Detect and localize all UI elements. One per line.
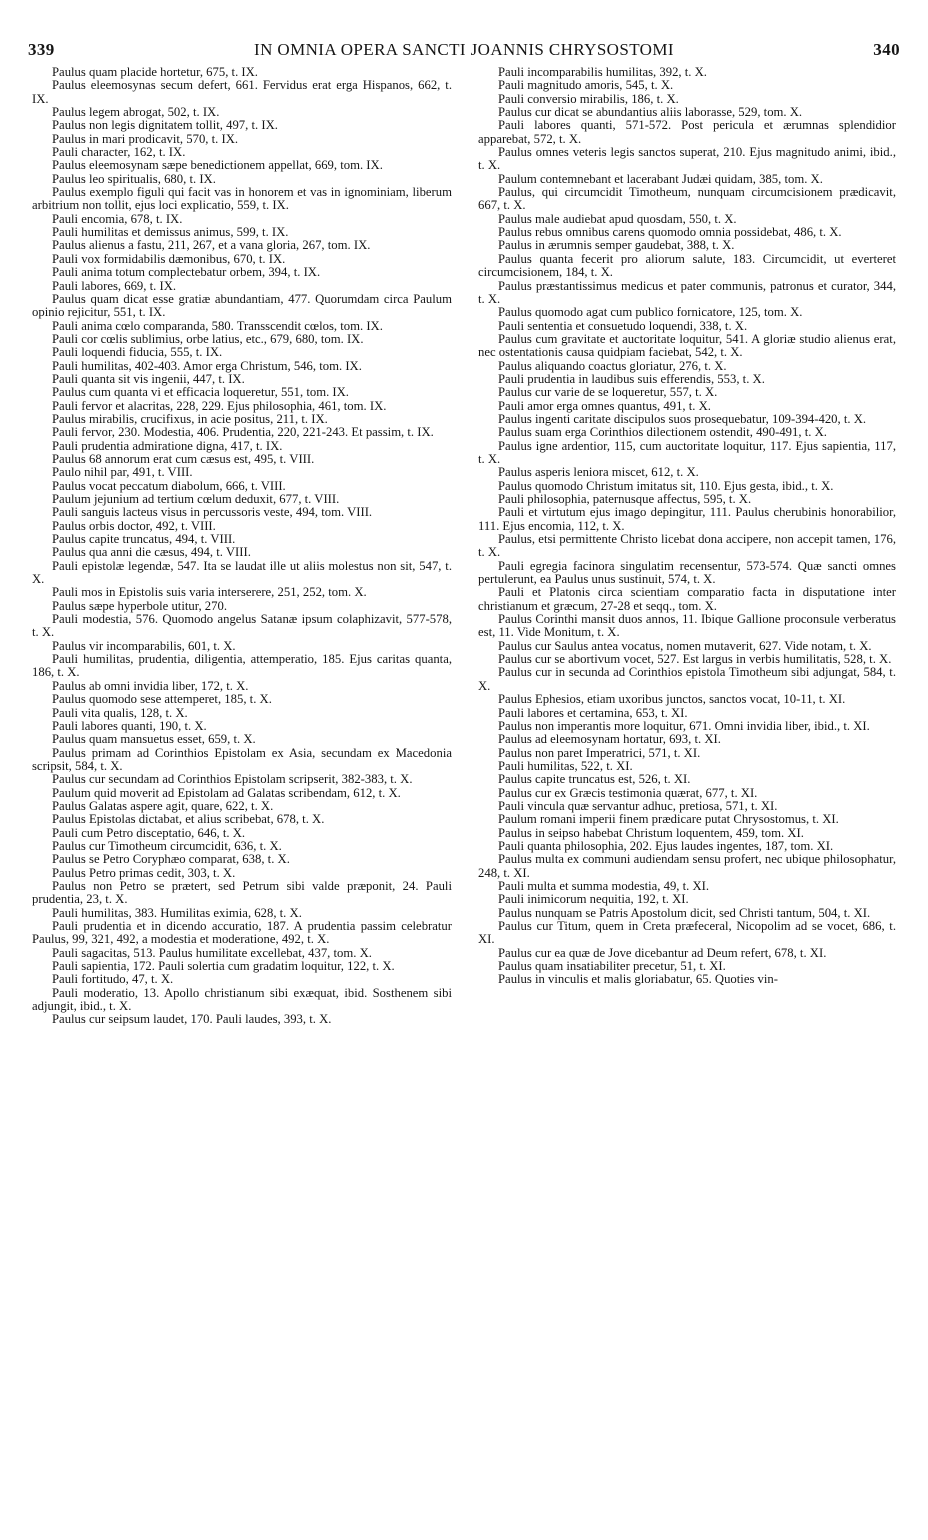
index-entry: Pauli cor cœlis sublimius, orbe latius, etc., 679, 680, tom. IX. — [52, 331, 364, 346]
index-entry: Pauli prudentia et in dicendo accuratio, 187. A prudentia passim celebratur Paulus, 99, 321, 492, a modestia et moderatione, 492, t. X. — [32, 919, 452, 947]
index-entry: Paulus ad eleemosynam hortatur, 693, t. XI. — [498, 732, 721, 747]
index-entry: Pauli philosophia, paternusque affectus, 595, t. X. — [498, 492, 752, 506]
page-header — [28, 40, 900, 62]
index-entry: Pauli labores, 669, t. IX. — [52, 278, 177, 293]
index-entry: Paulus cur dicat se abundantius aliis laborasse, 529, tom. X. — [498, 105, 803, 120]
index-entry: Paulus non Petro se prætert, sed Petrum sibi valde præponit, 24. Pauli prudentia, 23, t. X. — [32, 878, 452, 907]
index-entry: Pauli anima totum complectebatur orbem, 394, t. IX. — [52, 265, 321, 280]
index-entry: Paulus 68 annorum erat cum cæsus est, 495, t. VIII. — [52, 451, 315, 466]
index-entry: Pauli anima cœlo comparanda, 580. Transscendit cœlos, tom. IX. — [52, 318, 383, 333]
index-entry: Pauli egregia facinora singulatim recensentur, 573-574. Quæ sancti omnes pertulerunt, ea Paulus unus sustinuit, 574, t. X. — [478, 558, 896, 587]
index-entry: Paulus quomodo sese attemperet, 185, t. X. — [52, 692, 272, 707]
index-entry: Pauli multa et summa modestia, 49, t. XI. — [498, 878, 710, 893]
index-entry: Paulus Epistolas dictabat, et alius scribebat, 678, t. X. — [52, 812, 325, 827]
index-entry: Pauli vincula quæ servantur adhuc, pretiosa, 571, t. XI. — [498, 798, 778, 813]
index-entry: Paulus omnes veteris legis sanctos superat, 210. Ejus magnitudo animi, ibid., t. X. — [478, 145, 896, 173]
index-entry: Paulus Ephesios, etiam uxoribus junctos, sanctos vocat, 10-11, t. XI. — [498, 692, 846, 707]
index-entry: Paulus orbis doctor, 492, t. VIII. — [52, 518, 216, 533]
index-entry: Paulus Galatas aspere agit, quare, 622, t. X. — [52, 798, 274, 813]
index-entry: Paulus se Petro Coryphæo comparat, 638, t. X. — [52, 852, 290, 867]
index-entry: Paulum quid moverit ad Epistolam ad Galatas scribendam, 612, t. X. — [52, 785, 401, 800]
index-entry: Paulus alienus a fastu, 211, 267, et a vana gloria, 267, tom. IX. — [52, 238, 371, 253]
index-entry: Paulus nunquam se Patris Apostolum dicit, sed Christi tantum, 504, t. XI. — [498, 905, 871, 920]
index-entry: Paulus cur se abortivum vocet, 527. Est largus in verbis humilitatis, 528, t. X. — [498, 652, 892, 667]
index-entry: Pauli conversio mirabilis, 186, t. X. — [498, 91, 679, 106]
index-entry: Paulus asperis leniora miscet, 612, t. X. — [498, 465, 699, 480]
index-entry: Paulus quam insatiabiliter precetur, 51, t. XI. — [498, 959, 726, 974]
index-entry: Pauli cum Petro disceptatio, 646, t. X. — [52, 825, 246, 840]
index-entry: Paulus cum gravitate et auctoritate loquitur, 541. A gloriæ studio alienus erat, nec ostentationis causa quidpiam faciebat, 542, t. X. — [478, 331, 896, 360]
index-entry: Paulus capite truncatus est, 526, t. XI. — [498, 772, 691, 787]
index-entry: Pauli magnitudo amoris, 545, t. X. — [498, 78, 674, 93]
index-entry: Paulus sæpe hyperbole utitur, 270. — [52, 598, 227, 613]
index-entry: Pauli labores et certamina, 653, t. XI. — [498, 705, 688, 720]
index-entry: Paulus rebus omnibus carens quomodo omnia possidebat, 486, t. X. — [498, 225, 842, 240]
index-entry: Paulus igne ardentior, 115, cum auctoritate loquitur, 117. Ejus sapientia, 117, t. X. — [478, 438, 896, 466]
index-entry: Pauli prudentia admiratione digna, 417, t. IX. — [52, 438, 283, 453]
left-column — [32, 66, 452, 1027]
page-number-left: 339 — [28, 40, 55, 59]
index-entry: Paulus legem abrogat, 502, t. IX. — [52, 105, 220, 120]
index-entry: Pauli humilitas, prudentia, diligentia, attemperatio, 185. Ejus caritas quanta, 186, t. X. — [32, 652, 452, 680]
index-entry: Pauli sententia et consuetudo loquendi, 338, t. X. — [498, 318, 748, 333]
index-entry: Pauli character, 162, t. IX. — [52, 145, 186, 160]
index-entry: Pauli labores quanti, 190, t. X. — [52, 718, 207, 733]
index-entry: Paulus non imperantis more loquitur, 671. Omni invidia liber, ibid., t. XI. — [498, 718, 870, 733]
index-entry: Pauli fortitudo, 47, t. X. — [52, 972, 174, 987]
index-entry: Paulus non paret Imperatrici, 571, t. XI. — [498, 745, 701, 760]
index-entry: Pauli et Platonis circa scientiam comparatio facta in disputatione inter christianum et græcum, 27-28 et seqq., tom. X. — [478, 585, 896, 613]
index-entry: Paulus exemplo figuli qui facit vas in honorem et vas in ignominiam, liberum arbitrium non tollit, ejus loci explicatio, 559, t. IX. — [32, 185, 452, 213]
index-entry: Pauli labores quanti, 571-572. Post pericula et ærumnas splendidior apparebat, 572, t. X. — [478, 118, 896, 146]
index-entry: Pauli et virtutum ejus imago depingitur, 111. Paulus cherubinis honorabilior, 111. Ejus encomia, 112, t. X. — [478, 505, 896, 533]
index-entry: Pauli sagacitas, 513. Paulus humilitate excellebat, 437, tom. X. — [52, 945, 372, 960]
index-entry: Paulus in mari prodicavit, 570, t. IX. — [52, 131, 239, 146]
index-entry: Pauli humilitas, 402-403. Amor erga Christum, 546, tom. IX. — [52, 358, 362, 373]
page-number-right: 340 — [873, 40, 900, 59]
index-entry: Paulus præstantissimus medicus et pater communis, patronus et curator, 344, t. X. — [478, 278, 896, 306]
index-entry: Paulum contemnebant et lacerabant Judæi quidam, 385, tom. X. — [498, 171, 823, 186]
index-entry: Pauli inimicorum nequitia, 192, t. XI. — [498, 892, 689, 907]
index-entry: Paulus leo spiritualis, 680, t. IX. — [52, 171, 216, 186]
index-entry: Pauli epistolæ legendæ, 547. Ita se laudat ille ut aliis molestus non sit, 547, t. X. — [32, 558, 452, 587]
index-entry: Paulus eleemosynas secum defert, 661. Fervidus erat erga Hispanos, 662, t. IX. — [32, 78, 452, 106]
index-entry: Paulus in seipso habebat Christum loquentem, 459, tom. XI. — [498, 825, 804, 840]
right-column — [478, 66, 896, 987]
index-entry: Paulus, qui circumcidit Timotheum, nunquam circumcisionem prædicavit, 667, t. X. — [478, 185, 896, 213]
index-entry: Pauli amor erga omnes quantus, 491, t. X. — [498, 398, 711, 413]
index-entry: Paulus aliquando coactus gloriatur, 276, t. X. — [498, 358, 727, 373]
index-entry: Paulus mirabilis, crucifixus, in acie positus, 211, t. IX. — [52, 411, 328, 426]
index-entry: Paulus eleemosynam sæpe benedictionem appellat, 669, tom. IX. — [52, 158, 383, 173]
index-entry: Paulum romani imperii finem prædicare putat Chrysostomus, t. XI. — [498, 812, 839, 827]
index-entry: Pauli encomia, 678, t. IX. — [52, 211, 183, 226]
index-entry: Paulus quomodo agat cum publico fornicatore, 125, tom. X. — [498, 305, 803, 320]
index-entry: Paulus cur Saulus antea vocatus, nomen mutaverit, 627. Vide notam, t. X. — [498, 638, 872, 653]
index-entry: Pauli quanta sit vis ingenii, 447, t. IX. — [52, 371, 245, 386]
index-entry: Pauli fervor et alacritas, 228, 229. Ejus philosophia, 461, tom. IX. — [52, 398, 387, 413]
index-entry: Paulus cur Timotheum circumcidit, 636, t. X. — [52, 838, 282, 853]
index-entry: Paulus multa ex communi audiendam sensu profert, nec ubique philosophatur, 248, t. XI. — [478, 852, 896, 880]
index-entry: Pauli modestia, 576. Quomodo angelus Satanæ ipsum colaphizavit, 577-578, t. X. — [32, 612, 452, 640]
index-entry: Pauli humilitas, 383. Humilitas eximia, 628, t. X. — [52, 905, 302, 920]
index-entry: Paulus cur seipsum laudet, 170. Pauli laudes, 393, t. X. — [52, 1012, 332, 1027]
index-entry: Paulus suam erga Corinthios dilectionem ostendit, 490-491, t. X. — [498, 425, 827, 440]
index-entry: Paulus in ærumnis semper gaudebat, 388, t. X. — [498, 238, 735, 253]
index-entry: Pauli vita qualis, 128, t. X. — [52, 705, 188, 720]
index-entry: Pauli incomparabilis humilitas, 392, t. X. — [498, 65, 707, 79]
index-entry: Pauli sapientia, 172. Pauli solertia cum gradatim loquitur, 122, t. X. — [52, 959, 395, 974]
index-entry: Paulus cur in secunda ad Corinthios epistola Timotheum sibi adjungat, 584, t. X. — [478, 665, 896, 693]
index-entry: Paulus quam placide hortetur, 675, t. IX. — [52, 65, 258, 79]
index-entry: Paulus quanta fecerit pro aliorum salute, 183. Circumcidit, ut everteret circumcisionem, 184, t. X. — [478, 251, 896, 280]
index-entry: Paulus vocat peccatum diabolum, 666, t. VIII. — [52, 478, 286, 493]
index-entry: Paulus male audiebat apud quosdam, 550, t. X. — [498, 211, 737, 226]
index-entry: Paulus quam dicat esse gratiæ abundantiam, 477. Quorumdam circa Paulum opinio rejicitur, 551, t. IX. — [32, 291, 452, 320]
index-entry: Paulus quam mansuetus esset, 659, t. X. — [52, 732, 256, 747]
index-entry: Pauli moderatio, 13. Apollo christianum sibi exæquat, ibid. Sosthenem sibi adjungit, ibid., t. X. — [32, 985, 452, 1014]
index-entry: Paulus quomodo Christum imitatus sit, 110. Ejus gesta, ibid., t. X. — [498, 478, 834, 493]
index-entry: Paulus cur ex Græcis testimonia quærat, 677, t. XI. — [498, 785, 758, 800]
index-entry: Paulus cum quanta vi et efficacia loqueretur, 551, tom. IX. — [52, 385, 349, 400]
index-entry: Pauli sanguis lacteus visus in percussoris veste, 494, tom. VIII. — [52, 505, 373, 520]
index-entry: Paulus capite truncatus, 494, t. VIII. — [52, 532, 236, 547]
index-entry: Pauli mos in Epistolis suis varia interserere, 251, 252, tom. X. — [52, 585, 367, 600]
index-entry: Paulus Petro primas cedit, 303, t. X. — [52, 865, 236, 880]
index-entry: Paulo nihil par, 491, t. VIII. — [52, 465, 193, 480]
index-entry: Paulus qua anni die cæsus, 494, t. VIII. — [52, 545, 251, 560]
index-entry: Paulus Corinthi mansit duos annos, 11. Ibique Gallione proconsule verberatus est, 11. Vide Monitum, t. X. — [478, 612, 896, 640]
index-entry: Pauli prudentia in laudibus suis efferendis, 553, t. X. — [498, 371, 765, 386]
index-entry: Paulus ingenti caritate discipulos suos prosequebatur, 109-394-420, t. X. — [498, 411, 867, 426]
index-entry: Paulus primam ad Corinthios Epistolam ex Asia, secundam ex Macedonia scripsit, 584, t. X. — [32, 745, 452, 773]
index-entry: Pauli loquendi fiducia, 555, t. IX. — [52, 345, 223, 360]
index-entry: Pauli humilitas, 522, t. XI. — [498, 758, 633, 773]
index-entry: Paulus non legis dignitatem tollit, 497, t. IX. — [52, 118, 278, 133]
index-entry: Pauli quanta philosophia, 202. Ejus laudes ingentes, 187, tom. XI. — [498, 838, 834, 853]
index-entry: Paulus, etsi permittente Christo licebat dona accipere, non accepit tamen, 176, t. X. — [478, 532, 896, 560]
index-entry: Pauli humilitas et demissus animus, 599, t. IX. — [52, 225, 289, 240]
index-entry: Paulus cur Titum, quem in Creta præfeceral, Nicopolim ad se vocet, 686, t. XI. — [478, 919, 896, 947]
index-entry: Paulus in vinculis et malis gloriabatur, 65. Quoties vin- — [498, 972, 778, 987]
index-entry: Paulus cur varie de se loqueretur, 557, t. X. — [498, 385, 718, 400]
index-entry: Paulus ab omni invidia liber, 172, t. X. — [52, 678, 249, 693]
index-entry: Pauli fervor, 230. Modestia, 406. Prudentia, 220, 221-243. Et passim, t. IX. — [52, 425, 434, 440]
running-title: IN OMNIA OPERA SANCTI JOANNIS CHRYSOSTOMI — [254, 40, 674, 59]
index-entry: Paulum jejunium ad tertium cœlum deduxit, 677, t. VIII. — [52, 492, 340, 506]
index-entry: Paulus vir incomparabilis, 601, t. X. — [52, 638, 236, 653]
index-entry: Paulus cur ea quæ de Jove dicebantur ad Deum refert, 678, t. XI. — [498, 945, 827, 960]
index-entry: Paulus cur secundam ad Corinthios Epistolam scripserit, 382-383, t. X. — [52, 772, 413, 787]
index-entry: Pauli vox formidabilis dæmonibus, 670, t. IX. — [52, 251, 286, 266]
